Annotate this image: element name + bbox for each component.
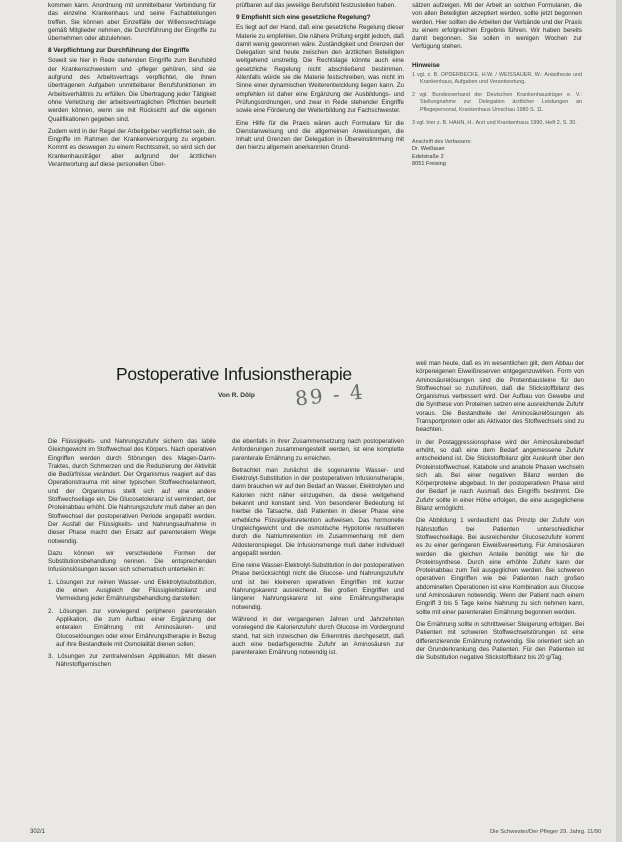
reference-item: 3 vgl. hier z. B. HAHN, H.: Arzt und Krankenhaus 1990, Heft 2, S. 30. [412, 119, 577, 126]
address-label: Anschrift des Verfassers: [412, 139, 472, 145]
paragraph: Zudem wird in der Regel der Arbeitgeber verpflichtet sein, die Eingriffe im Rahmen der Krankenversorgung zu ergeben. Kommt es deswegen zu einem Rechtsstreit, so wird sich der Krankenhausträger aber aufgrund der ärztlichen Verantwortung auf diese personellen Über- [48, 127, 216, 169]
paragraph: sätzen aufzeigen. Mit der Arbeit an solchen Formularen, die von allen Beteiligten akzeptiert werden, sollte jetzt begonnen werden. Hier sollten die Arbeiten der Verbände und der Praxis zu einem erfolgreichen Ergebnis führen. Wir haben bereits damit begonnen. Sie sollen in wenigen Wochen zur Verfügung stehen. [412, 2, 582, 51]
list-item: 3. Lösungen zur zentralvenösen Applikation. Mit diesen Nährstoffgemischen [48, 653, 216, 669]
article-column-1 [48, 438, 216, 674]
page-edge [616, 0, 622, 842]
prev-article-column-1 [48, 2, 216, 173]
section-heading: 8 Verpflichtung zur Durchführung der Eingriffe [48, 47, 190, 55]
paragraph: Dazu können wir verschiedene Formen der Substitutionsbehandlung nennen. Die entsprechenden Infusionslösungen lassen sich schematisch unterteilen in: [48, 549, 216, 574]
author-address [412, 139, 582, 169]
paragraph: weil man heute, daß es im wesentlichen gilt, dem Abbau der körpereigenen Eiweißreserven entgegenzuwirken. Form von Aminosäurelösungen sind die Proteinbausteine für den Stoffwechsel so zuzuführen, daß die Stickstoffbilanz des Organismus verbessert wird. Der Aufbau von Gewebe und die Synthese von Proteinen setzen eine ausreichende Zufuhr voraus. Die Bestandteile der Aminosäurelösungen als Transportprotein oder als Aktivator des Stoffwechsels sind zu beachten. [416, 360, 584, 434]
section-heading: 9 Empfiehlt sich eine gesetzliche Regelung? [236, 14, 371, 22]
paragraph: In der Postaggressionsphase wird der Aminosäurebedarf erhöht, so daß eine dem Bedarf angemessene Zufuhr entscheidend ist. Die Stickstoffbilanz gibt Auskunft über den Proteinstoffwechsel. Katabole und anabole Phasen wechseln sich ab. Bei einer negativen Bilanz werden die Körperproteine abgebaut. In der postoperativen Phase wird der Bedarf je nach Ausmaß des Eingriffs bestimmt. Die Zufuhr sollte in einer Höhe erfolgen, die eine ausgeglichene Bilanz ermöglicht. [416, 438, 584, 513]
address-street: Edelstraße 2 [412, 153, 444, 160]
reference-item: 1 vgl. z. B. OPDERBECKE, H.W. / WEISSAUER, W.: Anästhesie und Krankenhaus, Aufgaben und Verantwortung. [412, 71, 582, 85]
article-column-3 [416, 360, 584, 666]
paragraph: Die Flüssigkeits- und Nahrungszufuhr sichern das labile Gleichgewicht im Stoffwechsel des Körpers. Nach operativen Eingriffen werden durch Störungen des Magen-Darm-Traktes, durch Schmerzen und die Reduzierung der Aktivität die Bedürfnisse verändert. Der Organismus reagiert auf das Operationstrauma mit einer typischen Stoffwechselantwort, und der Organismus stellt sich auf eine andere Stoffwechsellage ein. Die Glucosetoleranz ist vermindert, der Proteinabbau erhöht. Die Nahrungszufuhr muß daher an den Stoffwechsel der postoperativen Periode angepaßt werden. Der Ausfall der Flüssigkeits- und Nahrungsaufnahme in dieser Phase macht den Ersatz auf parenteralem Wege notwendig. [48, 438, 216, 545]
article-author: Von R. Dölp [218, 392, 255, 399]
paragraph: die ebenfalls in ihrer Zusammensetzung nach postoperativen Anforderungen zusammengestellt werden, ist eine komplette parenterale Ernährung zu erreichen. [232, 438, 404, 462]
journal-footer: Die Schwester/Der Pfleger 29. Jahrg. 11/90 [490, 829, 602, 835]
page-number: 302/1 [30, 829, 46, 835]
references-list [412, 72, 582, 127]
prev-article-column-3 [412, 2, 582, 169]
paragraph: Die Abbildung 1 verdeutlicht das Prinzip der Zufuhr von Nährstoffen bei Patienten unterschiedlicher Stoffwechsellage. Bei ausreichender Glucosezufuhr kommt es zu einer geringeren Eiweißverwertung. Für Aminosäuren werden die gleichen Anteile benötigt wie für die Proteinsynthese. Durch eine erhöhte Zufuhr kann der Proteinabbau zum Teil ausgeglichen werden. Bei schweren operativen Eingriffen wie bei Patienten nach großen abdominellen Operationen ist eine Kombination aus Glucose und Aminosäuren notwendig. Wenn der Patient nach einem Eingriff 3 bis 5 Tage keine Nahrung zu sich nehmen kann, sollte mit einer parenteralen Ernährung begonnen werden. [416, 517, 584, 616]
paragraph: Es liegt auf der Hand, daß eine gesetzliche Regelung dieser Materie zu empfehlen. Die nähere Prüfung ergibt jedoch, daß damit wenig gewonnen wäre. Zuständigkeit und Grenzen der Delegation sind heute zwischen den ärztlichen Beteiligten weitgehend unstreitig. Die Rechtslage könnte auch eine gesetzliche Regelung nicht abschließend bestimmen. Allenfalls würde sie die Materie festschreiben, was nicht im Sinne einer dynamischen Weiterentwicklung liegen kann. Zu empfehlen ist daher eine Ergänzung der Ausbildungs- und Prüfungsordnungen, und zwar in Rede stehender Eingriffe sowie eine Förderung der Weiterbildung zur Fachschwester. [236, 24, 404, 115]
handwritten-note: 89 - 4 [293, 379, 366, 411]
paragraph: Eine reine Wasser-Elektrolyt-Substitution in der postoperativen Phase berücksichtigt nicht die Glucose- und Nahrungszufuhr und ist bei kleineren operativen Eingriffen mit kurzer Nahrungskarenz ausreichend. Bei großen Eingriffen und längerer Nahrungskarenz ist eine Ernährungstherapie notwendig. [232, 562, 404, 611]
paragraph: Betrachtet man zunächst die sogenannte Wasser- und Elektrolyt-Substitution in der postoperativen Infusionstherapie, dann brauchen wir auf den Bedarf an Wasser, Elektrolyten und Kalorien nicht näher einzugehen, da diese weitgehend bekannt und konstant sind. Von besonderer Bedeutung ist hierbei die Tatsache, daß Patienten in dieser Phase eine erhebliche Flüssigkeitsretention aufweisen. Das hormonelle Ungleichgewicht und die osmotische Hypotonie resultieren durch die Natriumretention im Zusammenhang mit dem Aldosteronspiegel. Die Infusionsmenge muß daher individuell angepaßt werden. [232, 466, 404, 557]
address-city: 8051 Freising [412, 161, 446, 168]
paragraph: Die Ernährung sollte in schrittweiser Steigerung erfolgen. Bei Patienten mit schweren Stoffwechselstörungen ist eine differenzierende Ernährung notwendig. Sie orientiert sich an der Grunderkrankung des Patienten. Für den Patienten ist die Substitution negative Stickstoffbilanz bis 20 g/Tag. [416, 620, 584, 662]
references-heading: Hinweise [412, 61, 440, 69]
paragraph: Während in der vergangenen Jahren und Jahrzehnten vorwiegend die Kalorienzufuhr durch Glucose im Vordergrund stand, hat sich inzwischen die Erkenntnis durchgesetzt, daß auch eine bedarfsgerechte Zufuhr an Aminosäuren zur parenteralen Ernährung notwendig ist. [232, 615, 404, 657]
prev-article-column-2 [236, 2, 404, 157]
article-title: Postoperative Infusionstherapie [116, 364, 352, 384]
reference-item: 2 vgl. Bundesverband der Deutschen Krankenhausträger e. V.: Stellungnahme zur Delegation ärztlicher Leistungen an Pflegepersonal, Krankenhaus Umschau 1980 S. 11. [412, 92, 582, 113]
list-item: 1. Lösungen zur reinen Wasser- und Elektrolytsubstitution, die einen Ausgleich der Flüssigkeitsbilanz und Vermeidung jeder Ernährungsbehandlung darstellen; [48, 578, 216, 603]
address-name: Dr. Weißauer [412, 146, 445, 153]
article-column-2 [232, 438, 404, 661]
paragraph: kommen kann. Anordnung mit unmittelbarer Verbindung für das einzelne Krankenhaus und seine Fachabteilungen treffen. Sie können aber Einzelfälle der Willensrechtslage gemäß Mitglieder nehmen, die Durchführung der Eingriffe zu übernehmen oder abzulehnen. [48, 2, 216, 43]
paragraph: Soweit sie hier in Rede stehenden Eingriffe zum Berufsbild der Krankenschwestern und -pfleger gehören, sind sie aufgrund des Arbeitsvertrags verpflichtet, die ihnen übertragenen Aufgaben unmittelbarer Berufsfunktionen im Arbeitsverhältnis zu erfüllen. Die Übertragung jeder Tätigkeit ohne Verletzung der arbeitsvertraglichen Pflichten beurteilt werden können, wenn sie mit Rücksicht auf die eigenen Qualifikationen gegeben sind. [48, 57, 216, 123]
list-item: 2. Lösungen zur vorwiegend peripheren parenteralen Applikation, die zum Aufbau einer Ergänzung der enteralen Ernährung mit Aminosäuren- und Glucoselösungen oder einer Ernährungstherapie in Bezug auf ihre Bestandteile mit Osmolalität dienen sollen; [48, 607, 216, 648]
paragraph: prüfbaren auf das jeweilige Berufsbild festzustellen haben. [236, 2, 396, 9]
paragraph: Eine Hilfe für die Praxis wären auch Formulare für die Dienstanweisung und die allgemeinen Anweisungen, die Inhalt und Grenzen der Delegation in Übereinstimmung mit den hierzu allgemein anerkannten Grund- [236, 119, 404, 152]
